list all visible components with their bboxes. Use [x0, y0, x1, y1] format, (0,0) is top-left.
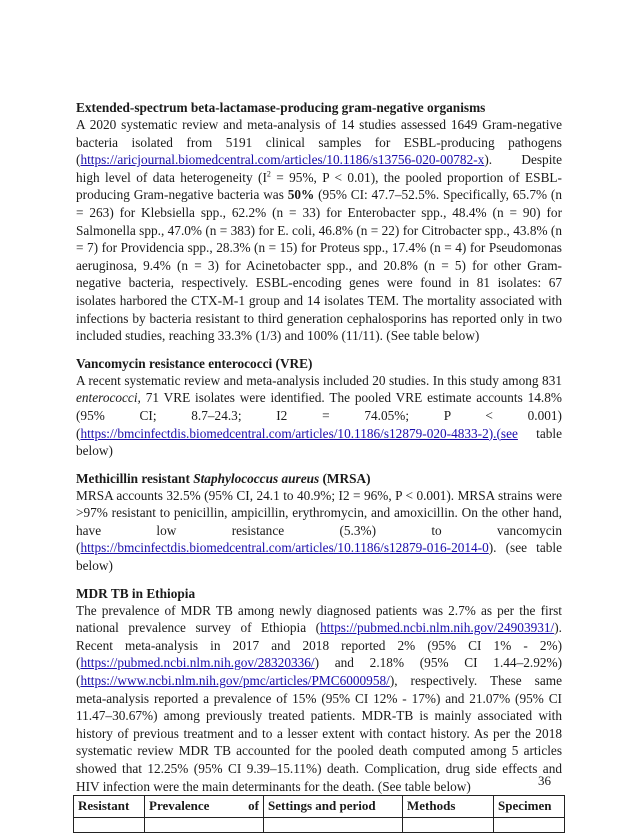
section-gap	[76, 460, 562, 470]
mdrtb-heading: MDR TB in Ethiopia	[76, 585, 196, 601]
mdrtb-section	[76, 585, 562, 796]
section-gap	[76, 575, 562, 585]
esbl-text-3: = 95%, P < 0.01), the pooled proportion of ESBL-producing Gram-negative bacteria was	[76, 169, 562, 203]
mrsa-heading-plain: Methicillin resistant	[76, 470, 194, 486]
esbl-link[interactable]: https://aricjournal.biomedcentral.com/articles/10.1186/s13756-020-00782-x	[80, 152, 485, 168]
mdrtb-link-2[interactable]: https://pubmed.ncbi.nlm.nih.gov/28320336/	[80, 655, 315, 671]
mrsa-heading-italic: Staphylococcus aureus	[193, 470, 320, 486]
vre-text-3: table below)	[76, 425, 562, 459]
vre-section	[76, 355, 562, 460]
page-content	[76, 99, 562, 833]
mdrtb-text-2: ). Recent meta-analysis in 2017 and 2018 reported 2% (95% CI 1% - 2%) (	[76, 620, 562, 671]
table-cell	[403, 818, 494, 833]
vre-heading: Vancomycin resistance enterococci (VRE)	[76, 355, 313, 371]
mrsa-heading-end: (MRSA)	[319, 470, 371, 486]
mrsa-heading	[76, 470, 562, 487]
esbl-bold-value: 50%	[287, 187, 315, 203]
mdrtb-link-1[interactable]: https://pubmed.ncbi.nlm.nih.gov/24903931/	[320, 620, 555, 636]
table-cell	[74, 818, 145, 833]
mdrtb-paragraph	[76, 602, 562, 796]
table-cell	[264, 818, 403, 833]
vre-paragraph	[76, 372, 562, 460]
mdrtb-link-3[interactable]: https://www.ncbi.nlm.nih.gov/pmc/articles/PMC6000958/	[80, 673, 390, 689]
page-number: 36	[538, 773, 551, 788]
table-cell	[145, 818, 264, 833]
vre-italic: enterococci,	[76, 390, 141, 406]
mrsa-link[interactable]: https://bmcinfectdis.biomedcentral.com/articles/10.1186/s12879-016-2014-0	[80, 540, 489, 556]
section-gap	[76, 345, 562, 355]
vre-text-2: 71 VRE isolates were identified. The pooled VRE estimate accounts 14.8% (95% CI; 8.7–24.3; I2 = 74.05%; P < 0.001) (	[76, 390, 562, 441]
esbl-text-4: (95% CI: 47.7–52.5%. Specifically, 65.7% (n = 263) for Klebsiella spp., 62.2% (n = 33) for Enterobacter spp., 48.4% (n = 90) for Salmonella spp., 47.0% (n = 383) for E. coli, 46.8% (n = 22) for Citrobacter spp., 43.8% (n = 7) for Providencia spp., 28.3% (n = 15) for Proteus spp., 17.4% (n = 4) for Pseudomonas aeruginosa, 9.4% (n = 3) for Acinetobacter spp., and 20.8% (n = 5) for other Gram-negative bacteria, respectively. ESBL-encoding genes were found in 81 isolates: 67 isolates harbored the CTX-M-1 group and 14 isolates TEM. The mortality associated with infections by bacteria resistant to third generation cephalosporins has reported only in two included studies, reaching 33.3% (1/3) and 100% (11/11). (See table below)	[76, 187, 562, 344]
table-header-resistant: Resistant	[74, 796, 145, 818]
table-header-prevalence: Prevalence of	[145, 796, 264, 818]
mdrtb-text-1: The prevalence of MDR TB among newly diagnosed patients was 2.7% as per the first national prevalence survey of Ethiopia (	[76, 602, 562, 636]
mrsa-text-1: MRSA accounts 32.5% (95% CI, 24.1 to 40.9%; I2 = 96%, P < 0.001). MRSA strains were >97% resistant to penicillin, ampicillin, erythromycin, and amoxicillin. On the other hand, have low resistance (5.3%) to vancomycin (	[76, 487, 562, 556]
table-wrapper	[76, 795, 562, 833]
table-header-methods: Methods	[403, 796, 494, 818]
esbl-heading: Extended-spectrum beta-lactamase-producing gram-negative organisms	[76, 100, 486, 115]
mrsa-text-2: ). (see table below)	[76, 540, 562, 574]
table-row	[74, 818, 565, 833]
mrsa-section	[76, 470, 562, 575]
esbl-paragraph	[76, 116, 562, 345]
table-header-settings: Settings and period	[264, 796, 403, 818]
table-header-specimen: Specimen	[494, 796, 565, 818]
prevalence-table	[73, 795, 565, 833]
mdrtb-text-4: ), respectively. These same meta-analysis reported a prevalence of 15% (95% CI 12% - 17%) and 21.07% (95% CI 11.47–30.67%) among previously treated patients. MDR-TB is mainly associated with history of previous treatment and to a lesser extent with contact history. As per the 2018 systematic review MDR TB accounted for the pooled death computed among 5 articles showed that 12.25% (95% CI 9.39–15.11%) death. Complication, drug side effects and HIV infection were the main determinants for the death. (See table below)	[76, 673, 562, 794]
vre-text-1: A recent systematic review and meta-analysis included 20 studies. In this study among 831	[76, 372, 562, 388]
esbl-section	[76, 99, 562, 345]
esbl-text-2: ). Despite high level of data heterogeneity (I	[76, 152, 562, 185]
esbl-superscript: 2	[266, 169, 271, 179]
table-header-row	[74, 796, 565, 818]
mdrtb-text-3: ) and 2.18% (95% CI 1.44–2.92%) (	[76, 655, 562, 689]
mrsa-paragraph	[76, 487, 562, 575]
table-cell	[494, 818, 565, 833]
esbl-text-1: A 2020 systematic review and meta-analysis of 14 studies assessed 1649 Gram-negative bacteria isolated from 5191 clinical samples for ESBL-producing pathogens (	[76, 117, 562, 168]
vre-link[interactable]: https://bmcinfectdis.biomedcentral.com/articles/10.1186/s12879-020-4833-2).(see	[80, 425, 518, 441]
